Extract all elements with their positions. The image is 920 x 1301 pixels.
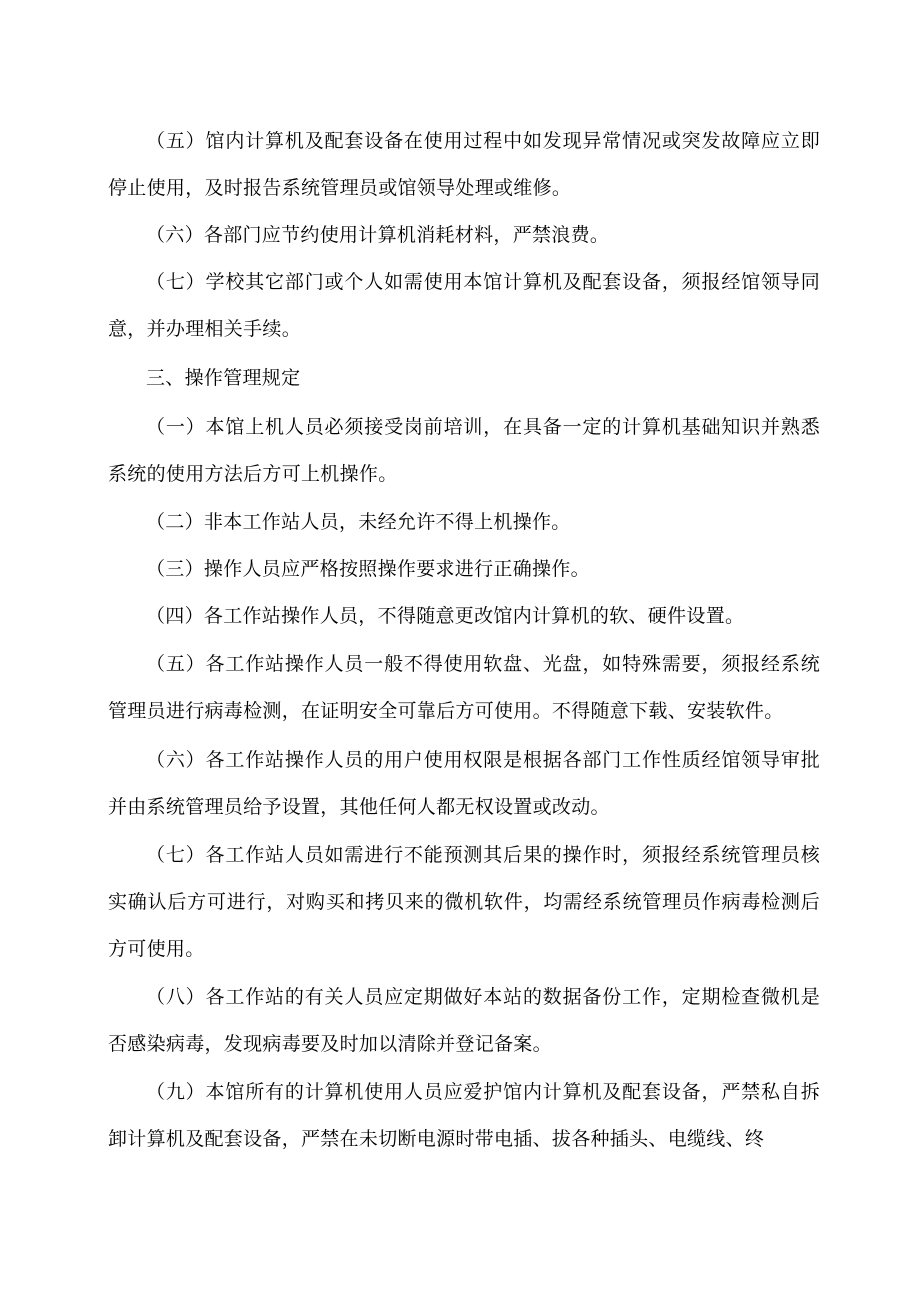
paragraph-5-disks: （五）各工作站操作人员一般不得使用软盘、光盘，如特殊需要，须报经系统管理员进行病毒检测，在证明安全可靠后方可使用。不得随意下载、安装软件。 [108,653,820,722]
paragraph-4-settings: （四）各工作站操作人员，不得随意更改馆内计算机的软、硬件设置。 [146,605,745,627]
paragraph-5-equipment-fault: （五）馆内计算机及配套设备在使用过程中如发现异常情况或突发故障应立即停止使用，及时报告系统管理员或馆领导处理或维修。 [108,130,820,199]
paragraph-8-backup: （八）各工作站的有关人员应定期做好本站的数据备份工作，定期检查微机是否感染病毒，发现病毒要及时加以清除并登记备案。 [108,986,820,1055]
paragraph-2-unauthorized: （二）非本工作站人员，未经允许不得上机操作。 [146,511,571,533]
paragraph-6-permissions: （六）各工作站操作人员的用户使用权限是根据各部门工作性质经馆领导审批并由系统管理员给予设置，其他任何人都无权设置或改动。 [108,749,820,818]
section-heading-operation-rules: 三、操作管理规定 [146,367,301,389]
paragraph-6-save-materials: （六）各部门应节约使用计算机消耗材料，严禁浪费。 [146,224,610,246]
paragraph-7-external-use: （七）学校其它部门或个人如需使用本馆计算机及配套设备，须报经馆领导同意，并办理相关手续。 [108,271,820,340]
paragraph-1-training: （一）本馆上机人员必须接受岗前培训，在具备一定的计算机基础知识并熟悉系统的使用方法后方可上机操作。 [108,416,820,485]
paragraph-7-risky-operations: （七）各工作站人员如需进行不能预测其后果的操作时，须报经系统管理员核实确认后方可进行，对购买和拷贝来的微机软件，均需经系统管理员作病毒检测后方可使用。 [108,844,820,960]
paragraph-3-correct-operation: （三）操作人员应严格按照操作要求进行正确操作。 [146,558,590,580]
paragraph-9-care: （九）本馆所有的计算机使用人员应爱护馆内计算机及配套设备，严禁私自拆卸计算机及配套设备，严禁在未切断电源时带电插、拔各种插头、电缆线、终 [108,1081,820,1150]
